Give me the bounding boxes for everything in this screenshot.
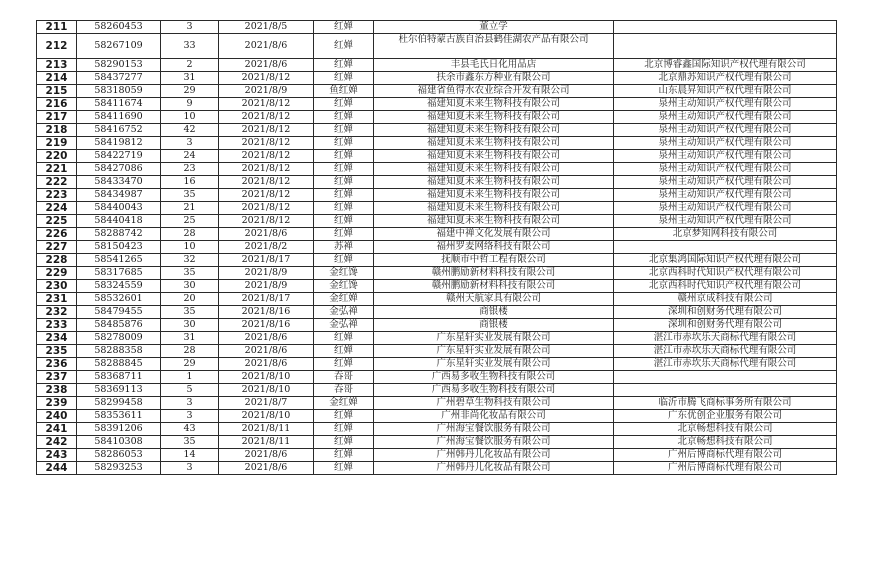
application-date-cell: 2021/8/12 [219,98,314,111]
trademark-cell: 金弘禅 [314,306,374,319]
application-date-cell: 2021/8/6 [219,345,314,358]
trademark-cell: 红婵 [314,436,374,449]
registration-number-cell: 58299458 [77,397,161,410]
registration-number-cell: 58260453 [77,21,161,34]
class-cell: 31 [161,332,219,345]
trademark-cell: 红婵 [314,228,374,241]
table-row [37,163,837,176]
class-cell: 29 [161,358,219,371]
trademark-cell: 红婵 [314,137,374,150]
application-date-cell: 2021/8/10 [219,384,314,397]
class-cell: 30 [161,280,219,293]
trademark-cell: 苏禅 [314,241,374,254]
agent-cell: 泉州主动知识产权代理有限公司 [614,98,837,111]
trademark-cell: 红婵 [314,176,374,189]
applicant-cell: 福建知夏未来生物科技有限公司 [374,202,614,215]
trademark-cell: 红婵 [314,21,374,34]
registration-number-cell: 58317685 [77,267,161,280]
class-cell: 35 [161,189,219,202]
table-row [37,358,837,371]
agent-cell: 北京梦知网科技有限公司 [614,228,837,241]
applicant-cell: 赣州鹏励新材料科技有限公司 [374,267,614,280]
table-row [37,371,837,384]
registration-number-cell: 58353611 [77,410,161,423]
registration-number-cell: 58368711 [77,371,161,384]
row-number-cell: 239 [37,397,77,410]
class-cell: 16 [161,176,219,189]
class-cell: 2 [161,59,219,72]
agent-cell: 广州后博商标代理有限公司 [614,449,837,462]
row-number-cell: 217 [37,111,77,124]
row-number-cell: 230 [37,280,77,293]
row-number-cell: 228 [37,254,77,267]
trademark-cell: 吞哥 [314,371,374,384]
table-row [37,137,837,150]
class-cell: 10 [161,241,219,254]
application-date-cell: 2021/8/6 [219,228,314,241]
application-date-cell: 2021/8/6 [219,34,314,59]
class-cell: 3 [161,397,219,410]
row-number-cell: 225 [37,215,77,228]
trademark-cell: 红婵 [314,189,374,202]
agent-cell: 北京博睿鑫国际知识产权代理有限公司 [614,59,837,72]
applicant-cell: 董立学 [374,21,614,34]
registration-number-cell: 58278009 [77,332,161,345]
row-number-cell: 244 [37,462,77,475]
table-row [37,319,837,332]
agent-cell: 泉州主动知识产权代理有限公司 [614,163,837,176]
application-date-cell: 2021/8/17 [219,254,314,267]
trademark-cell: 红婵 [314,332,374,345]
application-date-cell: 2021/8/12 [219,111,314,124]
class-cell: 3 [161,410,219,423]
trademark-cell: 红婵 [314,254,374,267]
applicant-cell: 福建知夏未来生物科技有限公司 [374,111,614,124]
applicant-cell: 福州罗麦网络科技有限公司 [374,241,614,254]
agent-cell: 泉州主动知识产权代理有限公司 [614,189,837,202]
applicant-cell: 福建知夏未来生物科技有限公司 [374,98,614,111]
row-number-cell: 213 [37,59,77,72]
registration-number-cell: 58440418 [77,215,161,228]
agent-cell: 北京西科时代知识产权代理有限公司 [614,280,837,293]
registration-number-cell: 58286053 [77,449,161,462]
class-cell: 31 [161,72,219,85]
agent-cell: 湛江市赤坎乐天商标代理有限公司 [614,358,837,371]
trademark-cell: 红婵 [314,215,374,228]
table-row [37,85,837,98]
trademark-cell: 红婵 [314,59,374,72]
registration-number-cell: 58411674 [77,98,161,111]
applicant-cell: 广州韩丹儿化妆品有限公司 [374,449,614,462]
table-row [37,462,837,475]
registration-number-cell: 58150423 [77,241,161,254]
class-cell: 14 [161,449,219,462]
row-number-cell: 227 [37,241,77,254]
trademark-cell: 金红婵 [314,293,374,306]
trademark-cell: 红婵 [314,111,374,124]
application-date-cell: 2021/8/12 [219,189,314,202]
agent-cell: 临沂市腾飞商标事务所有限公司 [614,397,837,410]
row-number-cell: 216 [37,98,77,111]
agent-cell: 深圳和创财务代理有限公司 [614,306,837,319]
table-row [37,306,837,319]
applicant-cell: 福建知夏未来生物科技有限公司 [374,150,614,163]
agent-cell: 泉州主动知识产权代理有限公司 [614,111,837,124]
agent-cell: 湛江市赤坎乐天商标代理有限公司 [614,345,837,358]
row-number-cell: 238 [37,384,77,397]
table-row [37,345,837,358]
table-row [37,280,837,293]
registration-number-cell: 58411690 [77,111,161,124]
table-row [37,124,837,137]
applicant-cell: 抚顺市中哲工程有限公司 [374,254,614,267]
trademark-cell: 红婵 [314,124,374,137]
application-date-cell: 2021/8/9 [219,267,314,280]
applicant-cell: 福建知夏未来生物科技有限公司 [374,163,614,176]
row-number-cell: 232 [37,306,77,319]
trademark-cell: 红婵 [314,449,374,462]
table-row [37,189,837,202]
application-date-cell: 2021/8/16 [219,306,314,319]
applicant-cell: 广东星轩实业发展有限公司 [374,332,614,345]
class-cell: 10 [161,111,219,124]
application-date-cell: 2021/8/2 [219,241,314,254]
class-cell: 43 [161,423,219,436]
application-date-cell: 2021/8/6 [219,332,314,345]
class-cell: 21 [161,202,219,215]
applicant-cell: 赣州天航家具有限公司 [374,293,614,306]
table-row [37,111,837,124]
agent-cell: 广东优创企业服务有限公司 [614,410,837,423]
row-number-cell: 236 [37,358,77,371]
row-number-cell: 211 [37,21,77,34]
row-number-cell: 240 [37,410,77,423]
agent-cell [614,21,837,34]
table-row [37,397,837,410]
row-number-cell: 226 [37,228,77,241]
class-cell: 35 [161,436,219,449]
trademark-cell: 红婵 [314,462,374,475]
row-number-cell: 212 [37,34,77,59]
registration-number-cell: 58288358 [77,345,161,358]
trademark-cell: 吞哥 [314,384,374,397]
application-date-cell: 2021/8/12 [219,202,314,215]
class-cell: 3 [161,137,219,150]
applicant-cell: 广州海宝餐饮服务有限公司 [374,436,614,449]
agent-cell: 赣州京成科技有限公司 [614,293,837,306]
class-cell: 1 [161,371,219,384]
registration-number-cell: 58434987 [77,189,161,202]
table-row [37,436,837,449]
table-row [37,254,837,267]
application-date-cell: 2021/8/12 [219,124,314,137]
class-cell: 42 [161,124,219,137]
application-date-cell: 2021/8/11 [219,423,314,436]
table-row [37,59,837,72]
application-date-cell: 2021/8/6 [219,449,314,462]
row-number-cell: 235 [37,345,77,358]
applicant-cell: 赣州鹏励新材料科技有限公司 [374,280,614,293]
class-cell: 30 [161,319,219,332]
registration-number-cell: 58541265 [77,254,161,267]
row-number-cell: 219 [37,137,77,150]
application-date-cell: 2021/8/12 [219,137,314,150]
application-date-cell: 2021/8/9 [219,85,314,98]
applicant-cell: 广东星轩实业发展有限公司 [374,358,614,371]
registration-number-cell: 58391206 [77,423,161,436]
agent-cell [614,371,837,384]
class-cell: 24 [161,150,219,163]
applicant-cell: 福建知夏未来生物科技有限公司 [374,189,614,202]
applicant-cell: 福建知夏未来生物科技有限公司 [374,176,614,189]
application-date-cell: 2021/8/7 [219,397,314,410]
applicant-cell: 广州海宝餐饮服务有限公司 [374,423,614,436]
application-date-cell: 2021/8/6 [219,462,314,475]
trademark-cell: 红婵 [314,423,374,436]
row-number-cell: 237 [37,371,77,384]
application-date-cell: 2021/8/6 [219,59,314,72]
class-cell: 28 [161,345,219,358]
trademark-cell: 红婵 [314,98,374,111]
table-row [37,267,837,280]
application-date-cell: 2021/8/12 [219,176,314,189]
trademark-cell: 红婵 [314,358,374,371]
class-cell: 35 [161,306,219,319]
agent-cell: 广州后博商标代理有限公司 [614,462,837,475]
application-date-cell: 2021/8/12 [219,150,314,163]
applicant-cell: 广西易多收生物科技有限公司 [374,371,614,384]
row-number-cell: 243 [37,449,77,462]
registration-number-cell: 58437277 [77,72,161,85]
row-number-cell: 233 [37,319,77,332]
agent-cell: 北京鼎苏知识产权代理有限公司 [614,72,837,85]
table-row [37,34,837,59]
application-date-cell: 2021/8/6 [219,358,314,371]
class-cell: 3 [161,462,219,475]
agent-cell: 北京畅想科技有限公司 [614,436,837,449]
row-number-cell: 234 [37,332,77,345]
trademark-cell: 红婵 [314,345,374,358]
agent-cell: 泉州主动知识产权代理有限公司 [614,150,837,163]
trademark-cell: 红婵 [314,72,374,85]
row-number-cell: 242 [37,436,77,449]
class-cell: 20 [161,293,219,306]
trademark-cell: 鱼红婵 [314,85,374,98]
registration-number-cell: 58288742 [77,228,161,241]
class-cell: 35 [161,267,219,280]
trademark-cell: 红婵 [314,150,374,163]
registration-number-cell: 58290153 [77,59,161,72]
application-date-cell: 2021/8/9 [219,280,314,293]
application-date-cell: 2021/8/10 [219,410,314,423]
trademark-cell: 金红馋 [314,280,374,293]
table-row [37,332,837,345]
row-number-cell: 220 [37,150,77,163]
class-cell: 5 [161,384,219,397]
table-row [37,241,837,254]
trademark-cell: 红婵 [314,410,374,423]
applicant-cell: 福建知夏未来生物科技有限公司 [374,215,614,228]
registration-number-cell: 58288845 [77,358,161,371]
table-row [37,202,837,215]
agent-cell [614,384,837,397]
row-number-cell: 221 [37,163,77,176]
applicant-cell: 福建中禅文化发展有限公司 [374,228,614,241]
application-date-cell: 2021/8/11 [219,436,314,449]
trademark-cell: 金红馋 [314,267,374,280]
agent-cell: 泉州主动知识产权代理有限公司 [614,176,837,189]
registration-number-cell: 58485876 [77,319,161,332]
applicant-cell: 杜尔伯特蒙古族自治县鹤佳湖农产品有限公司 [374,34,614,59]
trademark-table-sheet [36,20,836,475]
agent-cell: 深圳和创财务代理有限公司 [614,319,837,332]
row-number-cell: 223 [37,189,77,202]
class-cell: 33 [161,34,219,59]
agent-cell: 泉州主动知识产权代理有限公司 [614,202,837,215]
row-number-cell: 215 [37,85,77,98]
registration-number-cell: 58433470 [77,176,161,189]
registration-number-cell: 58532601 [77,293,161,306]
application-date-cell: 2021/8/5 [219,21,314,34]
table-row [37,449,837,462]
applicant-cell: 商银楼 [374,319,614,332]
registration-number-cell: 58293253 [77,462,161,475]
trademark-cell: 红婵 [314,202,374,215]
agent-cell: 泉州主动知识产权代理有限公司 [614,137,837,150]
row-number-cell: 241 [37,423,77,436]
registration-number-cell: 58416752 [77,124,161,137]
row-number-cell: 214 [37,72,77,85]
row-number-cell: 229 [37,267,77,280]
applicant-cell: 广州碧草生物科技有限公司 [374,397,614,410]
registration-number-cell: 58369113 [77,384,161,397]
registration-number-cell: 58427086 [77,163,161,176]
agent-cell: 泉州主动知识产权代理有限公司 [614,215,837,228]
registration-number-cell: 58479455 [77,306,161,319]
applicant-cell: 福建知夏未来生物科技有限公司 [374,137,614,150]
class-cell: 25 [161,215,219,228]
table-row [37,98,837,111]
registration-number-cell: 58419812 [77,137,161,150]
registration-number-cell: 58267109 [77,34,161,59]
table-row [37,150,837,163]
application-date-cell: 2021/8/10 [219,371,314,384]
table-row [37,176,837,189]
table-row [37,228,837,241]
agent-cell: 山东晨昇知识产权代理有限公司 [614,85,837,98]
class-cell: 9 [161,98,219,111]
applicant-cell: 广西易多收生物科技有限公司 [374,384,614,397]
applicant-cell: 福建省鱼得水农业综合开发有限公司 [374,85,614,98]
application-date-cell: 2021/8/16 [219,319,314,332]
agent-cell: 泉州主动知识产权代理有限公司 [614,124,837,137]
trademark-cell: 金红婵 [314,397,374,410]
applicant-cell: 商银楼 [374,306,614,319]
applicant-cell: 广州韩丹儿化妆品有限公司 [374,462,614,475]
applicant-cell: 扶余市鑫东方种业有限公司 [374,72,614,85]
registration-number-cell: 58422719 [77,150,161,163]
applicant-cell: 丰县毛氏日化用品店 [374,59,614,72]
registration-number-cell: 58324559 [77,280,161,293]
application-date-cell: 2021/8/17 [219,293,314,306]
agent-cell: 湛江市赤坎乐天商标代理有限公司 [614,332,837,345]
table-row [37,384,837,397]
row-number-cell: 218 [37,124,77,137]
class-cell: 23 [161,163,219,176]
registration-number-cell: 58410308 [77,436,161,449]
class-cell: 32 [161,254,219,267]
trademark-cell: 红婵 [314,163,374,176]
table-row [37,410,837,423]
applicant-cell: 广东星轩实业发展有限公司 [374,345,614,358]
application-date-cell: 2021/8/12 [219,215,314,228]
table-body [37,21,837,475]
registration-number-cell: 58318059 [77,85,161,98]
agent-cell: 北京集鸿国际知识产权代理有限公司 [614,254,837,267]
trademark-cell: 金弘禅 [314,319,374,332]
application-date-cell: 2021/8/12 [219,163,314,176]
trademark-table [36,20,837,475]
table-row [37,293,837,306]
row-number-cell: 224 [37,202,77,215]
trademark-cell: 红婵 [314,34,374,59]
table-row [37,423,837,436]
class-cell: 29 [161,85,219,98]
row-number-cell: 231 [37,293,77,306]
class-cell: 3 [161,21,219,34]
agent-cell [614,34,837,59]
table-row [37,72,837,85]
applicant-cell: 福建知夏未来生物科技有限公司 [374,124,614,137]
class-cell: 28 [161,228,219,241]
row-number-cell: 222 [37,176,77,189]
table-row [37,21,837,34]
agent-cell: 北京西科时代知识产权代理有限公司 [614,267,837,280]
table-row [37,215,837,228]
agent-cell: 北京畅想科技有限公司 [614,423,837,436]
applicant-cell: 广州非尚化妆品有限公司 [374,410,614,423]
application-date-cell: 2021/8/12 [219,72,314,85]
registration-number-cell: 58440043 [77,202,161,215]
agent-cell [614,241,837,254]
